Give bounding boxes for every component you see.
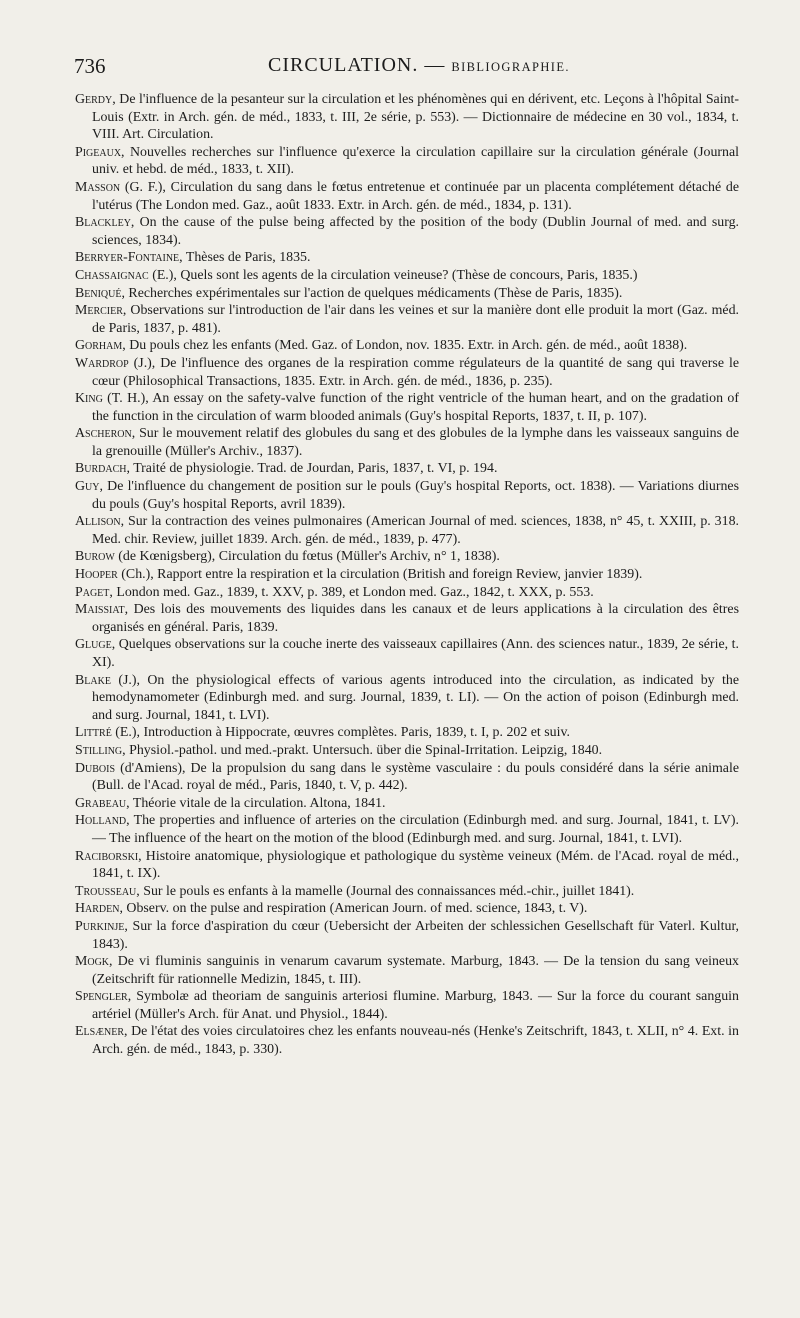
bibliography-entry xyxy=(75,724,739,742)
entry-text: (E.), Introduction à Hippocrate, œuvres complètes. Paris, 1839, t. I, p. 202 et suiv. xyxy=(111,725,570,741)
entry-text: Sur la force d'aspiration du cœur (Uebersicht der Arbeiten der schlessichen Gesellschaft für Vaterl. Kultur, 1843). xyxy=(92,918,739,952)
entry-text: Théorie vitale de la circulation. Altona, 1841. xyxy=(129,795,386,811)
bibliography-entry xyxy=(75,390,739,425)
bibliography-entry xyxy=(75,918,739,953)
entry-author: Purkinje, xyxy=(75,918,128,934)
entry-text: On the cause of the pulse being affected by the position of the body (Dublin Journal of med. and surg. sciences, 1834). xyxy=(92,215,739,248)
entry-text: Physiol.-pathol. und med.-prakt. Untersuch. über die Spinal-Irritation. Leipzig, 1840. xyxy=(125,742,603,758)
entry-text: Thèses de Paris, 1835. xyxy=(182,250,311,266)
bibliography-list xyxy=(75,91,739,1059)
bibliography-entry xyxy=(75,1023,739,1058)
entry-author: Holland, xyxy=(75,813,130,829)
entry-text: Recherches expérimentales sur l'action de quelques médicaments (Thèse de Paris, 1835). xyxy=(124,285,623,301)
bibliography-entry xyxy=(75,900,739,918)
entry-author: Blake xyxy=(75,672,111,688)
entry-text: Sur le pouls es enfants à la mamelle (Journal des connaissances méd.-chir., juillet 1841). xyxy=(139,883,635,899)
entry-author: Chassaignac xyxy=(75,267,149,283)
bibliography-entry xyxy=(75,302,739,337)
bibliography-entry xyxy=(75,425,739,460)
entry-text: De l'influence du changement de position sur le pouls (Guy's hospital Reports, oct. 1838). — Variations diurnes du pouls (Guy's hospital Reports, avril 1839). xyxy=(92,479,739,512)
entry-author: Gorham, xyxy=(75,338,126,354)
entry-text: (de Kœnigsberg), Circulation du fœtus (Müller's Archiv, n° 1, 1838). xyxy=(114,549,500,565)
entry-text: Sur le mouvement relatif des globules du sang et des globules de la lymphe dans les vaisseaux sanguins de la grenouille (Müller's Archiv., 1837). xyxy=(92,426,739,459)
bibliography-entry xyxy=(75,513,739,548)
entry-author: Raciborski, xyxy=(75,848,142,864)
entry-text: (T. H.), An essay on the safety-valve function of the right ventricle of the human heart, and on the gradation of the function in the circulation of warm blooded animals (Guy's hospital Reports, 1837, t. II, p. 107). xyxy=(92,391,739,424)
bibliography-entry xyxy=(75,337,739,355)
entry-text: The properties and influence of arteries on the circulation (Edinburgh med. and surg. Journal, 1841, t. LV). — The influence of the heart on the motion of the blood (Edinburgh med. and surg. Journal, 1841, t. LVI). xyxy=(92,813,739,846)
entry-author: Hooper xyxy=(75,567,118,583)
entry-author: Dubois xyxy=(75,760,116,776)
entry-author: Elsæner, xyxy=(75,1024,128,1040)
bibliography-entry xyxy=(75,672,739,725)
section-title: CIRCULATION. xyxy=(268,54,419,76)
entry-text: Nouvelles recherches sur l'influence qu'exerce la circulation capillaire sur la circulation générale (Journal univ. et hebd. de méd., 1833, t. XII). xyxy=(92,144,739,178)
entry-author: Paget, xyxy=(75,584,113,600)
bibliography-entry xyxy=(75,285,739,303)
entry-text: Quelques observations sur la couche inerte des vaisseaux capillaires (Ann. des sciences natur., 1839, 2e série, t. XI). xyxy=(92,637,739,670)
entry-author: Burow xyxy=(75,549,115,565)
entry-author: Harden, xyxy=(75,901,123,917)
entry-author: Wardrop xyxy=(75,355,129,371)
entry-author: Blackley, xyxy=(75,215,135,231)
bibliography-entry xyxy=(75,812,739,847)
bibliography-entry xyxy=(75,249,739,267)
entry-author: Berryer-Fontaine, xyxy=(75,250,183,266)
bibliography-entry xyxy=(75,478,739,513)
entry-text: (E.), Quels sont les agents de la circulation veineuse? (Thèse de concours, Paris, 1835.) xyxy=(148,267,638,283)
entry-text: (G. F.), Circulation du sang dans le fœtus entretenue et continuée par un placenta complétement détaché de l'utérus (The London med. Gaz., août 1833. Extr. in Arch. gén. de méd., 1834, p. 131). xyxy=(92,179,739,213)
entry-author: Littré xyxy=(75,725,112,741)
bibliography-entry xyxy=(75,601,739,636)
entry-text: (J.), De l'influence des organes de la respiration comme régulateurs de la quantité de sang qui traverse le cœur (Philosophical Transactions, 1835. Extr. in Arch. gén. de méd., 1836, p. 235). xyxy=(92,355,739,389)
entry-author: Grabeau, xyxy=(75,795,130,811)
title-separator: — xyxy=(418,54,452,76)
entry-author: Gluge, xyxy=(75,637,116,653)
entry-author: Trousseau, xyxy=(75,883,140,899)
entry-text: Des lois des mouvements des liquides dans les canaux et de leurs applications à la circulation des êtres organisés en général. Paris, 1839. xyxy=(92,602,739,635)
entry-text: Sur la contraction des veines pulmonaires (American Journal of med. sciences, 1838, n° 45, t. XXIII, p. 318. Med. chir. Review, juillet 1839. Arch. gén. de méd., 1839, p. 477). xyxy=(92,514,739,547)
entry-author: Guy, xyxy=(75,479,103,495)
bibliography-entry xyxy=(75,566,739,584)
bibliography-entry xyxy=(75,355,739,390)
entry-author: Burdach, xyxy=(75,461,130,477)
entry-author: Mogk, xyxy=(75,954,113,970)
entry-author: Maissiat, xyxy=(75,602,129,618)
running-title xyxy=(268,54,570,77)
entry-text: (d'Amiens), De la propulsion du sang dans le système vasculaire : du pouls considéré dans la série animale (Bull. de l'Acad. royal de méd., Paris, 1840, t. V, p. 442). xyxy=(92,760,739,794)
bibliography-entry xyxy=(75,267,739,285)
entry-author: Gerdy, xyxy=(75,92,116,107)
entry-author: Pigeaux, xyxy=(75,144,125,160)
entry-text: Observations sur l'introduction de l'air dans les veines et sur la manière dont elle produit la mort (Gaz. méd. de Paris, 1837, p. 481). xyxy=(92,303,739,336)
bibliography-entry xyxy=(75,883,739,901)
bibliography-entry xyxy=(75,795,739,813)
entry-author: Beniqué, xyxy=(75,285,125,301)
entry-author: Stilling, xyxy=(75,742,126,758)
entry-text: Observ. on the pulse and respiration (American Journ. of med. science, 1843, t. V). xyxy=(122,901,588,917)
entry-text: Traité de physiologie. Trad. de Jourdan, Paris, 1837, t. VI, p. 194. xyxy=(129,461,498,477)
bibliography-entry xyxy=(75,953,739,988)
entry-author: King xyxy=(75,391,103,407)
entry-text: De l'état des voies circulatoires chez les enfants nouveau-nés (Henke's Zeitschrift, 1843, t. XLII, n° 4. Ext. in Arch. gén. de méd., 1843, p. 330). xyxy=(92,1024,739,1058)
entry-author: Allison, xyxy=(75,514,125,530)
bibliography-entry xyxy=(75,742,739,760)
bibliography-entry xyxy=(75,636,739,671)
entry-text: London med. Gaz., 1839, t. XXV, p. 389, et London med. Gaz., 1842, t. XXX, p. 553. xyxy=(112,584,594,600)
bibliography-entry xyxy=(75,144,739,179)
bibliography-entry xyxy=(75,179,739,214)
entry-text: Histoire anatomique, physiologique et pathologique du système veineux (Mém. de l'Acad. royal de méd., 1841, t. IX). xyxy=(92,848,739,882)
running-header xyxy=(74,54,760,84)
page-number: 736 xyxy=(74,54,106,78)
entry-author: Masson xyxy=(75,179,121,195)
bibliography-entry xyxy=(75,848,739,883)
bibliography-entry xyxy=(75,91,739,144)
section-subtitle: BIBLIOGRAPHIE. xyxy=(451,60,570,74)
entry-text: Symbolæ ad theoriam de sanguinis arteriosi flumine. Marburg, 1843. — Sur la force du courant sanguin artériel (Müller's Arch. für Anat. und Physiol., 1844). xyxy=(92,989,739,1022)
entry-text: De vi fluminis sanguinis in venarum cavarum systemate. Marburg, 1843. — De la tension du sang veineux (Zeitschrift für rationnelle Medizin, 1845, t. III). xyxy=(92,954,739,987)
entry-text: De l'influence de la pesanteur sur la circulation et les phénomènes qui en dérivent, etc. Leçons à l'hôpital Saint-Louis (Extr. in Arch. gén. de méd., 1833, t. III, 2e série, p. 553). — Dictionnaire de médecine en 30 vol., 1834, t. VIII. Art. Circulation. xyxy=(92,92,739,143)
bibliography-entry xyxy=(75,988,739,1023)
entry-author: Mercier, xyxy=(75,303,127,319)
bibliography-entry xyxy=(75,584,739,602)
entry-text: (Ch.), Rapport entre la respiration et la circulation (British and foreign Review, janvier 1839). xyxy=(117,567,643,583)
bibliography-entry xyxy=(75,460,739,478)
bibliography-entry xyxy=(75,548,739,566)
entry-author: Spengler, xyxy=(75,989,132,1005)
bibliography-entry xyxy=(75,214,739,249)
bibliography-entry xyxy=(75,760,739,795)
entry-text: Du pouls chez les enfants (Med. Gaz. of London, nov. 1835. Extr. in Arch. gén. de méd., août 1838). xyxy=(125,338,688,354)
entry-text: (J.), On the physiological effects of various agents introduced into the circulation, as indicated by the hemodynamometer (Edinburgh med. and surg. Journal, 1839, t. LI). — On the action of poison (Edinburgh med. and surg. Journal, 1841, t. LVI). xyxy=(92,672,739,723)
entry-author: Ascheron, xyxy=(75,426,136,442)
